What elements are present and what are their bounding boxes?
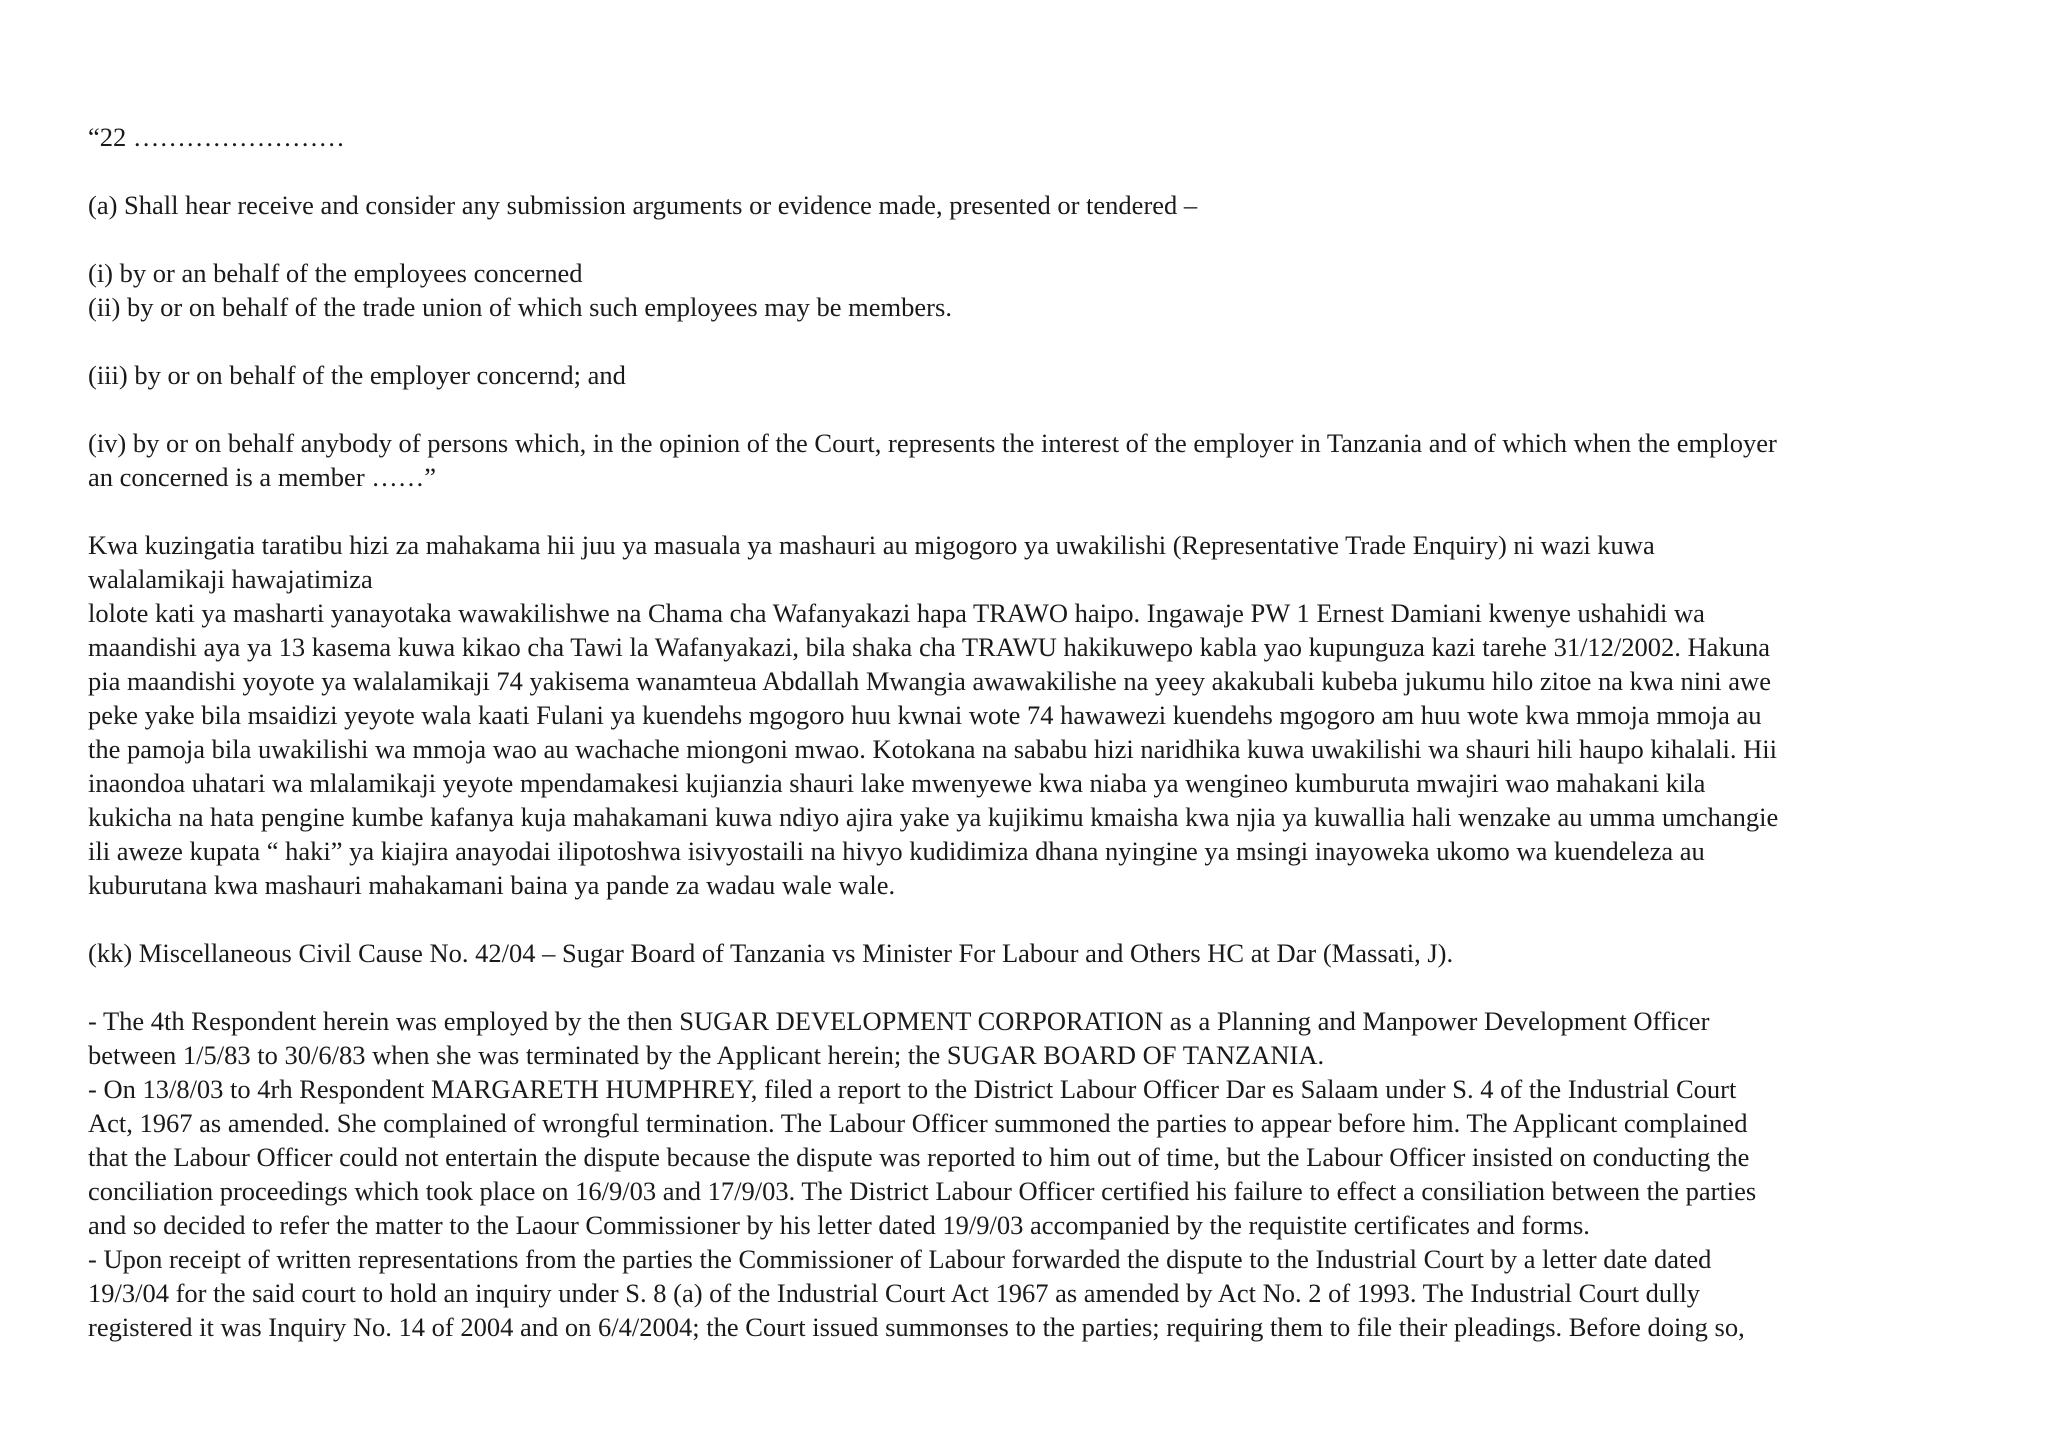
case-body-line: - On 13/8/03 to 4rh Respondent MARGARETH HUMPHREY, filed a report to the District Labour Officer Dar es Salaam under S. 4 of the Industrial Court: [88, 1074, 1737, 1104]
spacer: [88, 494, 1988, 528]
paragraph-line: kuburutana kwa mashauri mahakamani baina ya pande za wadau wale wale.: [88, 870, 896, 900]
quote-item-iii: (iii) by or on behalf of the employer concernd; and: [88, 360, 626, 390]
paragraph-line: the pamoja bila uwakilishi wa mmoja wao au wachache miongoni mwao. Kotokana na sababu hizi naridhika kuwa uwakilishi wa shauri hili haupo kihalali. Hii: [88, 734, 1777, 764]
spacer: [88, 222, 1988, 256]
paragraph-line: peke yake bila msaidizi yeyote wala kaati Fulani ya kuendehs mgogoro huu kwnai wote 74 hawawezi kuendehs mgogoro am huu wote kwa mmoja mmoja au: [88, 700, 1762, 730]
paragraph-line: pia maandishi yoyote ya walalamikaji 74 yakisema wanamteua Abdallah Mwangia awawakilishe na yeey akakubali kubeba jukumu hilo zitoe na kwa nini awe: [88, 666, 1771, 696]
spacer: [88, 324, 1988, 358]
case-body-line: conciliation proceedings which took place on 16/9/03 and 17/9/03. The District Labour Officer certified his failure to effect a consiliation between the parties: [88, 1176, 1757, 1206]
spacer: [88, 970, 1988, 1004]
quote-item-ii: (ii) by or on behalf of the trade union of which such employees may be members.: [88, 292, 952, 322]
case-body-line: that the Labour Officer could not entertain the dispute because the dispute was reported to him out of time, but the Labour Officer insisted on conducting the: [88, 1142, 1750, 1172]
paragraph-line: maandishi aya ya 13 kasema kuwa kikao cha Tawi la Wafanyakazi, bila shaka cha TRAWU hakikuwepo kabla yao kupunguza kazi tarehe 31/12/2002. Hakuna: [88, 632, 1770, 662]
quote-item-iv-line: (iv) by or on behalf anybody of persons which, in the opinion of the Court, represents the interest of the employer in Tanzania and of which when the employer: [88, 428, 1777, 458]
paragraph-line: inaondoa uhatari wa mlalamikaji yeyote mpendamakesi kujianzia shauri lake mwenyewe kwa niaba ya wengineo kumburuta mwajiri wao mahakani kila: [88, 768, 1706, 798]
case-body-line: registered it was Inquiry No. 14 of 2004 and on 6/4/2004; the Court issued summonses to the parties; requiring them to file their pleadings. Before doing so,: [88, 1312, 1745, 1342]
case-body-line: and so decided to refer the matter to the Laour Commissioner by his letter dated 19/9/03 accompanied by the requistite certificates and forms.: [88, 1210, 1590, 1240]
spacer: [88, 392, 1988, 426]
paragraph-line: walalamikaji hawajatimiza: [88, 564, 373, 594]
paragraph-line: lolote kati ya masharti yanayotaka wawakilishwe na Chama cha Wafanyakazi hapa TRAWO haipo. Ingawaje PW 1 Ernest Damiani kwenye ushahidi wa: [88, 598, 1705, 628]
quote-item-i: (i) by or an behalf of the employees concerned: [88, 258, 583, 288]
case-body-line: between 1/5/83 to 30/6/83 when she was terminated by the Applicant herein; the SUGAR BOARD OF TANZANIA.: [88, 1040, 1325, 1070]
case-body-line: 19/3/04 for the said court to hold an inquiry under S. 8 (a) of the Industrial Court Act 1967 as amended by Act No. 2 of 1993. The Industrial Court dully: [88, 1278, 1701, 1308]
case-body: [88, 1004, 1988, 1344]
quote-para-a: (a) Shall hear receive and consider any submission arguments or evidence made, presented or tendered –: [88, 190, 1198, 220]
case-heading: (kk) Miscellaneous Civil Cause No. 42/04 – Sugar Board of Tanzania vs Minister For Labour and Others HC at Dar (Massati, J).: [88, 938, 1454, 968]
document-page: [88, 120, 1988, 1344]
swahili-paragraph: [88, 528, 1988, 902]
case-body-line: Act, 1967 as amended. She complained of wrongful termination. The Labour Officer summoned the parties to appear before him. The Applicant complained: [88, 1108, 1748, 1138]
spacer: [88, 154, 1988, 188]
paragraph-line: kukicha na hata pengine kumbe kafanya kuja mahakamani kuwa ndiyo ajira yake ya kujikimu kmaisha kwa njia ya kuwallia hali wenzake au umma umchangie: [88, 802, 1779, 832]
quote-item-iv-line: an concerned is a member ……”: [88, 462, 437, 492]
spacer: [88, 902, 1988, 936]
case-body-line: - Upon receipt of written representations from the parties the Commissioner of Labour forwarded the dispute to the Industrial Court by a letter date dated: [88, 1244, 1712, 1274]
paragraph-line: Kwa kuzingatia taratibu hizi za mahakama hii juu ya masuala ya mashauri au migogoro ya uwakilishi (Representative Trade Enquiry) ni wazi kuwa: [88, 530, 1655, 560]
quote-header: “22 ……………………: [88, 122, 345, 152]
case-body-line: - The 4th Respondent herein was employed by the then SUGAR DEVELOPMENT CORPORATION as a Planning and Manpower Development Officer: [88, 1006, 1710, 1036]
paragraph-line: ili aweze kupata “ haki” ya kiajira anayodai ilipotoshwa isivyostaili na hivyo kudidimiza dhana nyingine ya msingi inayoweka ukomo wa kuendeleza au: [88, 836, 1705, 866]
